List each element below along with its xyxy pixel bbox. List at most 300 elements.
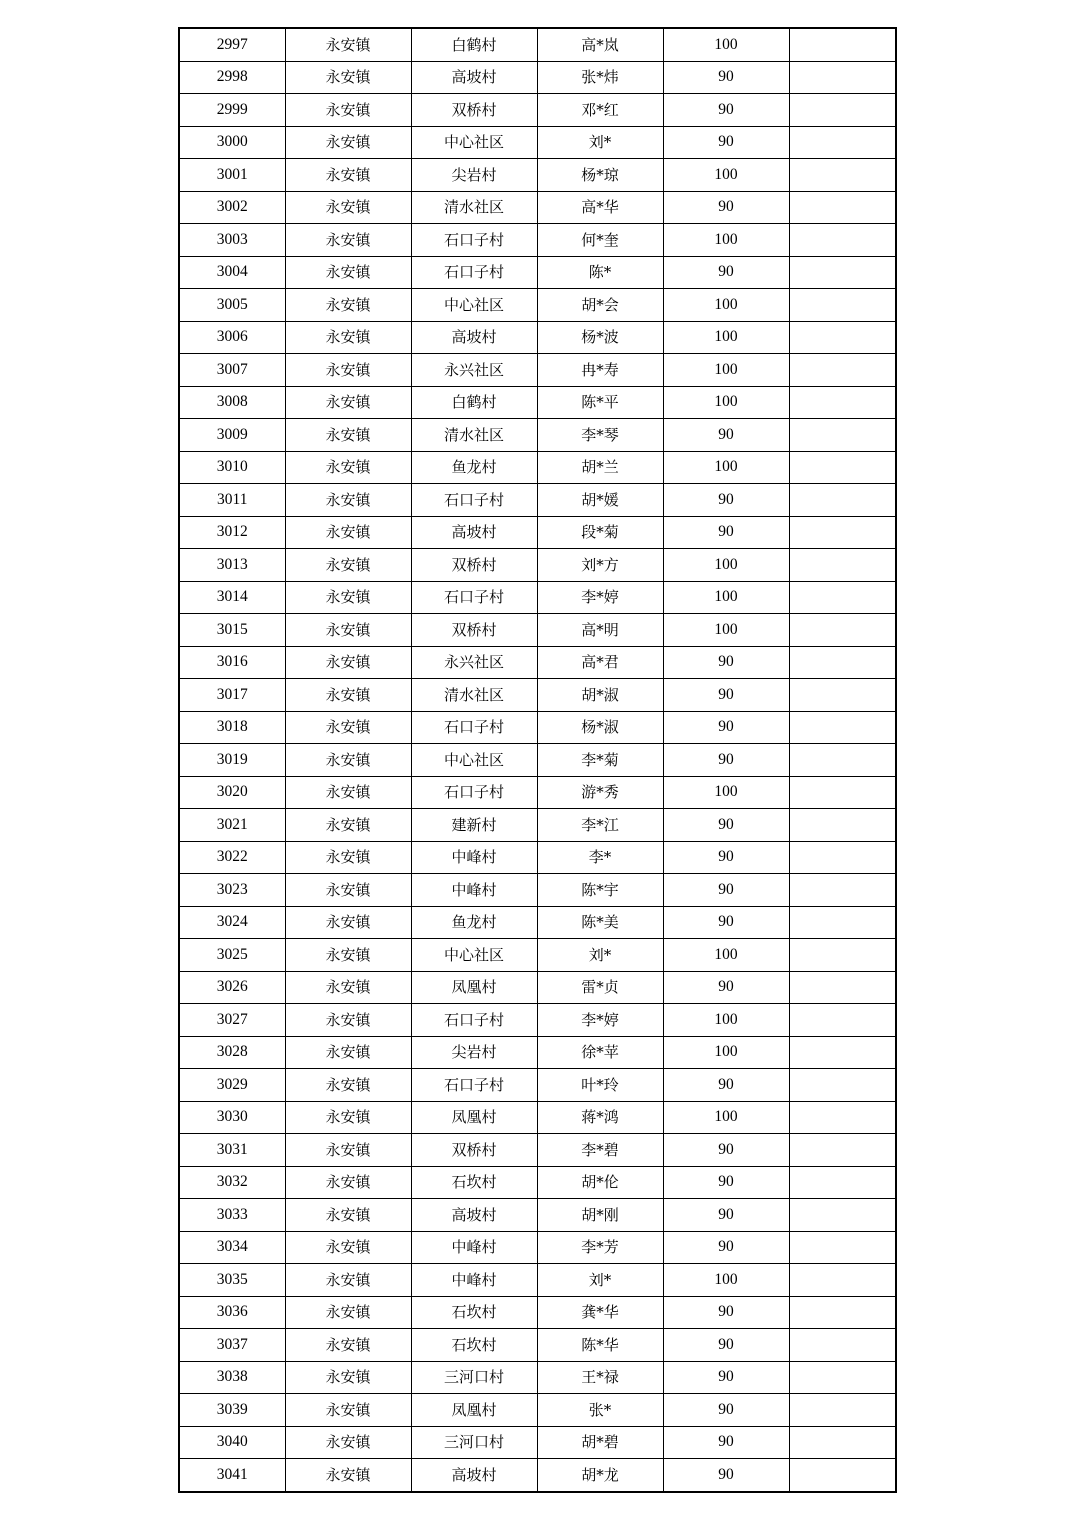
cell-person-name: 邓*红 <box>537 94 663 127</box>
cell-person-name: 李*菊 <box>537 744 663 777</box>
cell-serial-number: 3006 <box>179 321 285 354</box>
cell-person-name: 李*婷 <box>537 581 663 614</box>
cell-town: 永安镇 <box>285 549 411 582</box>
cell-serial-number: 3030 <box>179 1101 285 1134</box>
cell-person-name: 高*君 <box>537 646 663 679</box>
cell-serial-number: 3022 <box>179 841 285 874</box>
cell-town: 永安镇 <box>285 354 411 387</box>
cell-note <box>789 1069 896 1102</box>
cell-serial-number: 3025 <box>179 939 285 972</box>
cell-amount: 90 <box>663 1329 789 1362</box>
cell-note <box>789 484 896 517</box>
cell-note <box>789 451 896 484</box>
cell-note <box>789 549 896 582</box>
cell-village: 石口子村 <box>411 1069 537 1102</box>
cell-amount: 100 <box>663 28 789 61</box>
cell-town: 永安镇 <box>285 939 411 972</box>
cell-amount: 100 <box>663 1036 789 1069</box>
cell-town: 永安镇 <box>285 1296 411 1329</box>
cell-town: 永安镇 <box>285 61 411 94</box>
cell-person-name: 刘* <box>537 126 663 159</box>
cell-person-name: 叶*玲 <box>537 1069 663 1102</box>
table-row <box>179 711 896 744</box>
table-row <box>179 971 896 1004</box>
cell-village: 中峰村 <box>411 1264 537 1297</box>
cell-serial-number: 3041 <box>179 1459 285 1492</box>
cell-town: 永安镇 <box>285 321 411 354</box>
cell-person-name: 徐*苹 <box>537 1036 663 1069</box>
cell-amount: 90 <box>663 1166 789 1199</box>
cell-note <box>789 289 896 322</box>
cell-person-name: 胡*淑 <box>537 679 663 712</box>
cell-village: 尖岩村 <box>411 1036 537 1069</box>
cell-person-name: 陈*平 <box>537 386 663 419</box>
table-row <box>179 126 896 159</box>
cell-town: 永安镇 <box>285 1426 411 1459</box>
table-row <box>179 874 896 907</box>
cell-note <box>789 224 896 257</box>
cell-amount: 100 <box>663 224 789 257</box>
cell-village: 高坡村 <box>411 61 537 94</box>
cell-amount: 100 <box>663 939 789 972</box>
table-row <box>179 159 896 192</box>
table-row <box>179 224 896 257</box>
cell-town: 永安镇 <box>285 711 411 744</box>
register-table <box>178 27 897 1493</box>
cell-person-name: 胡*碧 <box>537 1426 663 1459</box>
cell-person-name: 陈*美 <box>537 906 663 939</box>
cell-town: 永安镇 <box>285 516 411 549</box>
cell-village: 双桥村 <box>411 549 537 582</box>
cell-person-name: 胡*刚 <box>537 1199 663 1232</box>
cell-village: 高坡村 <box>411 1459 537 1492</box>
cell-town: 永安镇 <box>285 1004 411 1037</box>
cell-town: 永安镇 <box>285 419 411 452</box>
cell-serial-number: 3019 <box>179 744 285 777</box>
cell-serial-number: 3037 <box>179 1329 285 1362</box>
cell-serial-number: 3024 <box>179 906 285 939</box>
cell-serial-number: 3023 <box>179 874 285 907</box>
cell-note <box>789 354 896 387</box>
cell-village: 清水社区 <box>411 191 537 224</box>
cell-serial-number: 3020 <box>179 776 285 809</box>
cell-serial-number: 3038 <box>179 1361 285 1394</box>
cell-amount: 90 <box>663 61 789 94</box>
cell-amount: 100 <box>663 321 789 354</box>
table-row <box>179 1329 896 1362</box>
cell-person-name: 李*琴 <box>537 419 663 452</box>
cell-note <box>789 1134 896 1167</box>
cell-village: 白鹤村 <box>411 28 537 61</box>
cell-village: 石坎村 <box>411 1166 537 1199</box>
cell-town: 永安镇 <box>285 484 411 517</box>
cell-person-name: 张* <box>537 1394 663 1427</box>
cell-amount: 100 <box>663 289 789 322</box>
table-row <box>179 191 896 224</box>
table-row <box>179 549 896 582</box>
cell-amount: 90 <box>663 1231 789 1264</box>
cell-amount: 90 <box>663 711 789 744</box>
cell-person-name: 胡*媛 <box>537 484 663 517</box>
cell-amount: 90 <box>663 1296 789 1329</box>
cell-note <box>789 744 896 777</box>
cell-town: 永安镇 <box>285 614 411 647</box>
cell-note <box>789 1004 896 1037</box>
cell-amount: 100 <box>663 354 789 387</box>
cell-amount: 90 <box>663 679 789 712</box>
table-row <box>179 1231 896 1264</box>
cell-town: 永安镇 <box>285 841 411 874</box>
cell-person-name: 冉*寿 <box>537 354 663 387</box>
cell-note <box>789 614 896 647</box>
table-row <box>179 1199 896 1232</box>
cell-town: 永安镇 <box>285 1329 411 1362</box>
cell-amount: 100 <box>663 159 789 192</box>
cell-serial-number: 2999 <box>179 94 285 127</box>
table-row <box>179 744 896 777</box>
cell-note <box>789 711 896 744</box>
cell-note <box>789 256 896 289</box>
cell-town: 永安镇 <box>285 906 411 939</box>
cell-serial-number: 3010 <box>179 451 285 484</box>
cell-town: 永安镇 <box>285 126 411 159</box>
cell-town: 永安镇 <box>285 1361 411 1394</box>
cell-town: 永安镇 <box>285 224 411 257</box>
cell-person-name: 雷*贞 <box>537 971 663 1004</box>
cell-note <box>789 906 896 939</box>
table-row <box>179 1069 896 1102</box>
cell-note <box>789 28 896 61</box>
cell-note <box>789 1296 896 1329</box>
cell-person-name: 刘*方 <box>537 549 663 582</box>
table-row <box>179 94 896 127</box>
cell-serial-number: 3033 <box>179 1199 285 1232</box>
cell-serial-number: 3002 <box>179 191 285 224</box>
cell-person-name: 胡*伦 <box>537 1166 663 1199</box>
cell-serial-number: 3012 <box>179 516 285 549</box>
cell-town: 永安镇 <box>285 874 411 907</box>
cell-amount: 90 <box>663 874 789 907</box>
cell-amount: 100 <box>663 451 789 484</box>
cell-town: 永安镇 <box>285 1134 411 1167</box>
cell-serial-number: 3031 <box>179 1134 285 1167</box>
cell-village: 凤凰村 <box>411 971 537 1004</box>
cell-amount: 90 <box>663 1459 789 1492</box>
cell-note <box>789 61 896 94</box>
cell-amount: 100 <box>663 1101 789 1134</box>
table-row <box>179 809 896 842</box>
cell-town: 永安镇 <box>285 1101 411 1134</box>
cell-amount: 90 <box>663 484 789 517</box>
register-table-body <box>179 28 896 1492</box>
table-row <box>179 28 896 61</box>
cell-serial-number: 3040 <box>179 1426 285 1459</box>
cell-town: 永安镇 <box>285 809 411 842</box>
cell-person-name: 何*奎 <box>537 224 663 257</box>
table-row <box>179 1296 896 1329</box>
cell-note <box>789 419 896 452</box>
cell-note <box>789 1101 896 1134</box>
cell-village: 永兴社区 <box>411 646 537 679</box>
cell-town: 永安镇 <box>285 94 411 127</box>
cell-town: 永安镇 <box>285 386 411 419</box>
cell-village: 尖岩村 <box>411 159 537 192</box>
cell-village: 双桥村 <box>411 94 537 127</box>
cell-note <box>789 94 896 127</box>
cell-note <box>789 516 896 549</box>
cell-village: 石口子村 <box>411 484 537 517</box>
table-row <box>179 939 896 972</box>
cell-note <box>789 646 896 679</box>
cell-person-name: 张*炜 <box>537 61 663 94</box>
cell-person-name: 胡*龙 <box>537 1459 663 1492</box>
table-row <box>179 1004 896 1037</box>
cell-serial-number: 3014 <box>179 581 285 614</box>
cell-town: 永安镇 <box>285 679 411 712</box>
cell-person-name: 胡*会 <box>537 289 663 322</box>
cell-serial-number: 3026 <box>179 971 285 1004</box>
cell-village: 石坎村 <box>411 1329 537 1362</box>
cell-serial-number: 3027 <box>179 1004 285 1037</box>
table-row <box>179 484 896 517</box>
cell-village: 高坡村 <box>411 1199 537 1232</box>
cell-person-name: 杨*淑 <box>537 711 663 744</box>
cell-serial-number: 3016 <box>179 646 285 679</box>
cell-person-name: 胡*兰 <box>537 451 663 484</box>
cell-town: 永安镇 <box>285 1394 411 1427</box>
cell-town: 永安镇 <box>285 191 411 224</box>
table-row <box>179 516 896 549</box>
cell-note <box>789 939 896 972</box>
cell-amount: 90 <box>663 1069 789 1102</box>
table-row <box>179 1101 896 1134</box>
cell-person-name: 李*江 <box>537 809 663 842</box>
cell-amount: 90 <box>663 841 789 874</box>
cell-serial-number: 3013 <box>179 549 285 582</box>
cell-village: 双桥村 <box>411 1134 537 1167</box>
table-row <box>179 354 896 387</box>
cell-note <box>789 874 896 907</box>
cell-amount: 90 <box>663 191 789 224</box>
cell-note <box>789 321 896 354</box>
cell-person-name: 李*碧 <box>537 1134 663 1167</box>
cell-serial-number: 3036 <box>179 1296 285 1329</box>
cell-village: 中峰村 <box>411 1231 537 1264</box>
cell-person-name: 陈*宇 <box>537 874 663 907</box>
cell-village: 凤凰村 <box>411 1394 537 1427</box>
cell-town: 永安镇 <box>285 289 411 322</box>
table-row <box>179 1459 896 1492</box>
cell-amount: 100 <box>663 614 789 647</box>
table-row <box>179 386 896 419</box>
cell-amount: 100 <box>663 549 789 582</box>
table-row <box>179 679 896 712</box>
cell-village: 建新村 <box>411 809 537 842</box>
cell-serial-number: 3021 <box>179 809 285 842</box>
cell-amount: 100 <box>663 776 789 809</box>
cell-village: 石口子村 <box>411 711 537 744</box>
cell-village: 永兴社区 <box>411 354 537 387</box>
cell-note <box>789 1166 896 1199</box>
cell-person-name: 王*禄 <box>537 1361 663 1394</box>
cell-serial-number: 3011 <box>179 484 285 517</box>
cell-note <box>789 971 896 1004</box>
cell-note <box>789 1199 896 1232</box>
cell-serial-number: 3008 <box>179 386 285 419</box>
cell-town: 永安镇 <box>285 159 411 192</box>
cell-note <box>789 581 896 614</box>
cell-town: 永安镇 <box>285 1069 411 1102</box>
cell-amount: 90 <box>663 906 789 939</box>
cell-person-name: 高*岚 <box>537 28 663 61</box>
cell-amount: 90 <box>663 94 789 127</box>
cell-town: 永安镇 <box>285 744 411 777</box>
cell-town: 永安镇 <box>285 256 411 289</box>
cell-village: 中峰村 <box>411 841 537 874</box>
cell-village: 鱼龙村 <box>411 451 537 484</box>
cell-serial-number: 3035 <box>179 1264 285 1297</box>
cell-town: 永安镇 <box>285 776 411 809</box>
cell-serial-number: 3001 <box>179 159 285 192</box>
cell-village: 中心社区 <box>411 744 537 777</box>
cell-town: 永安镇 <box>285 1459 411 1492</box>
cell-serial-number: 3032 <box>179 1166 285 1199</box>
cell-village: 中心社区 <box>411 939 537 972</box>
cell-amount: 90 <box>663 1134 789 1167</box>
cell-person-name: 刘* <box>537 939 663 972</box>
cell-serial-number: 3039 <box>179 1394 285 1427</box>
cell-village: 石坎村 <box>411 1296 537 1329</box>
table-row <box>179 1394 896 1427</box>
cell-note <box>789 776 896 809</box>
cell-village: 双桥村 <box>411 614 537 647</box>
cell-town: 永安镇 <box>285 1166 411 1199</box>
cell-amount: 90 <box>663 419 789 452</box>
cell-serial-number: 3029 <box>179 1069 285 1102</box>
table-row <box>179 646 896 679</box>
cell-amount: 90 <box>663 1394 789 1427</box>
cell-town: 永安镇 <box>285 28 411 61</box>
cell-note <box>789 1361 896 1394</box>
cell-amount: 90 <box>663 126 789 159</box>
cell-village: 中峰村 <box>411 874 537 907</box>
cell-town: 永安镇 <box>285 646 411 679</box>
table-row <box>179 614 896 647</box>
cell-person-name: 杨*琼 <box>537 159 663 192</box>
cell-serial-number: 3018 <box>179 711 285 744</box>
cell-amount: 90 <box>663 1426 789 1459</box>
cell-village: 中心社区 <box>411 289 537 322</box>
table-row <box>179 1426 896 1459</box>
cell-amount: 90 <box>663 744 789 777</box>
cell-town: 永安镇 <box>285 1199 411 1232</box>
cell-note <box>789 126 896 159</box>
cell-serial-number: 2998 <box>179 61 285 94</box>
cell-village: 石口子村 <box>411 256 537 289</box>
cell-note <box>789 679 896 712</box>
table-row <box>179 1166 896 1199</box>
cell-serial-number: 3003 <box>179 224 285 257</box>
cell-amount: 100 <box>663 581 789 614</box>
cell-serial-number: 3028 <box>179 1036 285 1069</box>
cell-note <box>789 159 896 192</box>
cell-village: 石口子村 <box>411 776 537 809</box>
cell-person-name: 蒋*鸿 <box>537 1101 663 1134</box>
cell-village: 凤凰村 <box>411 1101 537 1134</box>
table-row <box>179 321 896 354</box>
table-row <box>179 256 896 289</box>
cell-note <box>789 1329 896 1362</box>
cell-village: 三河口村 <box>411 1426 537 1459</box>
cell-town: 永安镇 <box>285 971 411 1004</box>
cell-person-name: 龚*华 <box>537 1296 663 1329</box>
table-row <box>179 581 896 614</box>
cell-town: 永安镇 <box>285 1036 411 1069</box>
table-row <box>179 776 896 809</box>
cell-amount: 90 <box>663 1199 789 1232</box>
cell-serial-number: 3034 <box>179 1231 285 1264</box>
cell-village: 鱼龙村 <box>411 906 537 939</box>
cell-note <box>789 809 896 842</box>
cell-town: 永安镇 <box>285 1231 411 1264</box>
cell-person-name: 陈*华 <box>537 1329 663 1362</box>
cell-serial-number: 3005 <box>179 289 285 322</box>
cell-amount: 90 <box>663 1361 789 1394</box>
cell-serial-number: 3004 <box>179 256 285 289</box>
table-row <box>179 289 896 322</box>
cell-village: 三河口村 <box>411 1361 537 1394</box>
cell-note <box>789 1231 896 1264</box>
cell-amount: 90 <box>663 971 789 1004</box>
cell-village: 高坡村 <box>411 516 537 549</box>
table-row <box>179 841 896 874</box>
cell-person-name: 高*华 <box>537 191 663 224</box>
cell-person-name: 刘* <box>537 1264 663 1297</box>
cell-note <box>789 1036 896 1069</box>
cell-serial-number: 3007 <box>179 354 285 387</box>
cell-amount: 90 <box>663 646 789 679</box>
cell-note <box>789 1264 896 1297</box>
table-row <box>179 906 896 939</box>
cell-note <box>789 1426 896 1459</box>
cell-village: 高坡村 <box>411 321 537 354</box>
cell-town: 永安镇 <box>285 1264 411 1297</box>
cell-person-name: 杨*波 <box>537 321 663 354</box>
cell-person-name: 陈* <box>537 256 663 289</box>
cell-town: 永安镇 <box>285 451 411 484</box>
cell-village: 石口子村 <box>411 1004 537 1037</box>
cell-person-name: 李* <box>537 841 663 874</box>
cell-serial-number: 3017 <box>179 679 285 712</box>
cell-amount: 90 <box>663 516 789 549</box>
cell-village: 清水社区 <box>411 419 537 452</box>
table-row <box>179 451 896 484</box>
table-row <box>179 1264 896 1297</box>
cell-serial-number: 2997 <box>179 28 285 61</box>
cell-note <box>789 386 896 419</box>
cell-village: 石口子村 <box>411 581 537 614</box>
cell-person-name: 高*明 <box>537 614 663 647</box>
cell-village: 中心社区 <box>411 126 537 159</box>
cell-amount: 100 <box>663 1264 789 1297</box>
table-row <box>179 1134 896 1167</box>
cell-amount: 90 <box>663 256 789 289</box>
cell-note <box>789 1394 896 1427</box>
cell-amount: 100 <box>663 386 789 419</box>
cell-town: 永安镇 <box>285 581 411 614</box>
table-row <box>179 419 896 452</box>
cell-serial-number: 3000 <box>179 126 285 159</box>
